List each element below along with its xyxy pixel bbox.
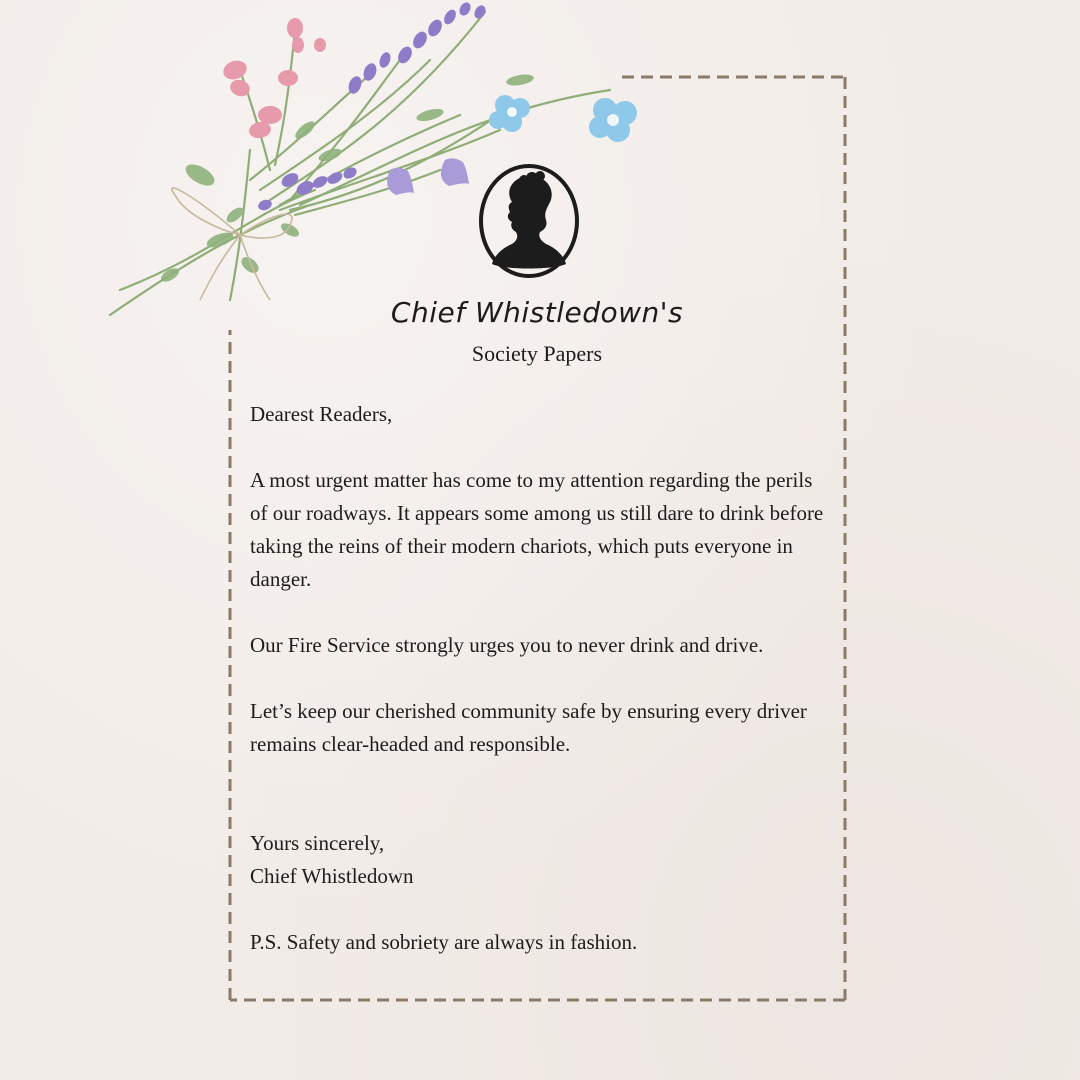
- letter-greeting: Dearest Readers,: [250, 402, 393, 426]
- silhouette-cameo-icon: [474, 160, 584, 282]
- closing-spacer: [250, 794, 830, 827]
- letter-body: [250, 398, 830, 959]
- letter-paragraph: A most urgent matter has come to my attention regarding the perils of our roadways. It appears some among us still dare to drink before taking the reins of their modern chariots, which puts everyone in danger.: [250, 468, 824, 591]
- letter-postscript: P.S. Safety and sobriety are always in fashion.: [250, 930, 638, 954]
- letter-closing: Yours sincerely,: [250, 831, 385, 855]
- letter-paragraph: Our Fire Service strongly urges you to never drink and drive.: [250, 633, 764, 657]
- letter-subtitle: Society Papers: [471, 341, 603, 366]
- letter-paragraph: Let’s keep our cherished community safe by ensuring every driver remains clear-headed and responsible.: [250, 699, 807, 756]
- letter-title: Chief Whistledown's: [390, 296, 684, 329]
- letter-signature: Chief Whistledown: [250, 864, 414, 888]
